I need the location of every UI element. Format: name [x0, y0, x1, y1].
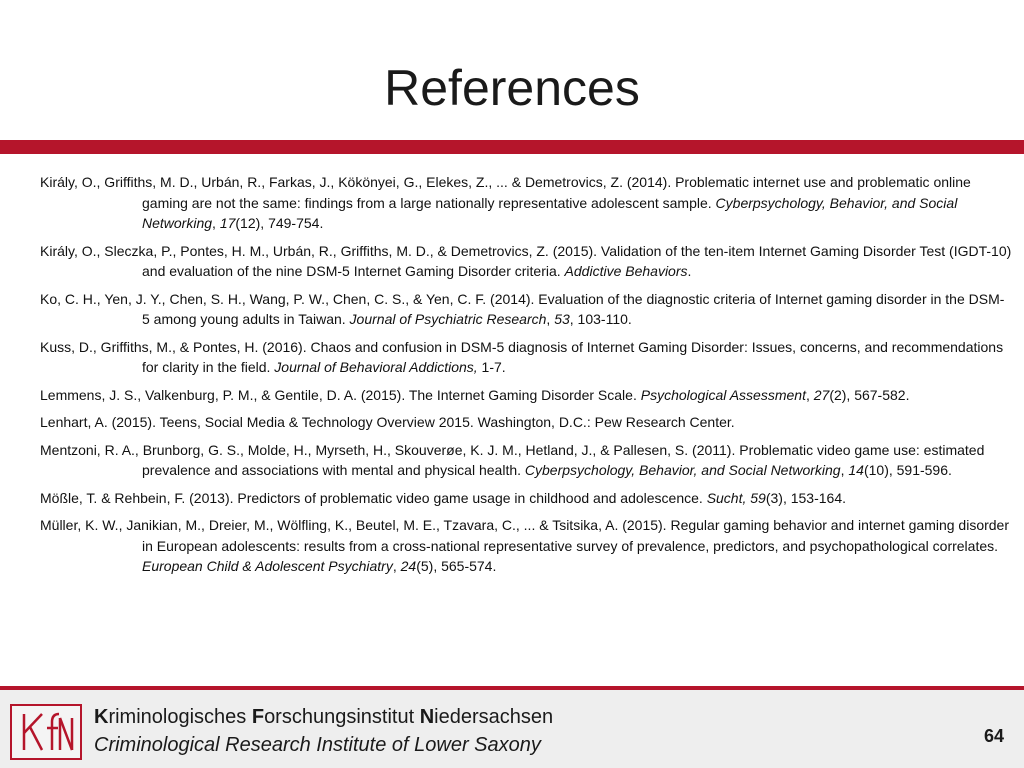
reference-text: Lenhart, A. (2015). Teens, Social Media & Technology Overview 2015. Washington, D.C.: Pew Research Center. — [40, 414, 735, 430]
reference-text: 1-7. — [477, 359, 506, 375]
reference-text: Kuss, D., Griffiths, M., & Pontes, H. (2016). Chaos and confusion in DSM-5 diagnosis of Internet Gaming Disorder: Issues, concerns, and recommendations for clarity in the field. — [40, 338, 1004, 375]
reference-text: (10), 591-596. — [863, 462, 952, 478]
reference-text: Király, O., Griffiths, M. D., Urbán, R., Farkas, J., Kökönyei, G., Elekes, Z., ... & Demetrovics, Z. (2014). Problematic internet use and problematic online gaming are not the same: findings from a large nationally representative adolescent sample. — [40, 174, 971, 211]
reference-text: (2), 567-582. — [829, 386, 910, 403]
reference-italic-text: Cyberpsychology, Behavior, and Social Networking — [142, 194, 958, 231]
reference-text: Mößle, T. & Rehbein, F. (2013). Predictors of problematic video game usage in childhood and adolescence. — [40, 489, 707, 506]
reference-text: (12), 749-754. — [235, 215, 324, 231]
institute-name-english: Criminological Research Institute of Lower Saxony — [94, 734, 541, 756]
reference-entry — [40, 488, 1012, 509]
reference-text: Müller, K. W., Janikian, M., Dreier, M., Wölfling, K., Beutel, M. E., Tzavara, C., ... & Tsitsika, A. (2015). Regular gaming behavior and internet gaming disorder in European adolescents: results from a cross-national representative survey of prevalence, predictors, and psychopathological correlates. — [40, 517, 1010, 554]
reference-italic-text: 17 — [219, 215, 236, 231]
institute-name-german — [94, 704, 553, 730]
reference-entry — [40, 172, 1012, 234]
reference-italic-text: 53 — [554, 311, 570, 327]
reference-italic-text: Journal of Psychiatric Research — [349, 311, 547, 327]
reference-text: , — [392, 558, 401, 574]
institute-name-part: orschungsinstitut — [264, 706, 420, 728]
institute-name-part: iedersachsen — [434, 706, 554, 728]
institute-name-part: F — [251, 706, 265, 728]
reference-entry — [40, 385, 1012, 406]
institute-name-part: N — [419, 706, 435, 728]
reference-text: (3), 153-164. — [765, 489, 847, 506]
reference-text: , — [805, 386, 814, 403]
reference-italic-text: Journal of Behavioral Addictions, — [274, 359, 478, 375]
page-number: 64 — [983, 726, 1004, 746]
institute-name-part: riminologisches — [108, 706, 252, 728]
reference-italic-text: 24 — [400, 558, 417, 574]
reference-text: (5), 565-574. — [416, 558, 497, 574]
reference-italic-text: 14 — [848, 462, 864, 478]
reference-text: Ko, C. H., Yen, J. Y., Chen, S. H., Wang, P. W., Chen, C. S., & Yen, C. F. (2014). Evaluation of the diagnostic criteria of Internet gaming disorder in the DSM-5 among young adults in Taiwan. — [40, 290, 1005, 327]
reference-italic-text: Psychological Assessment — [640, 386, 806, 403]
reference-text: Király, O., Sleczka, P., Pontes, H. M., Urbán, R., Griffiths, M. D., & Demetrovics, Z. (2015). Validation of the ten-item Internet Gaming Disorder Test (IGDT-10) and evaluation of the nine DSM-5 Internet Gaming Disorder criteria. — [40, 242, 1012, 279]
institute-name-part: K — [94, 706, 109, 728]
reference-text: . — [687, 263, 692, 279]
reference-list — [40, 172, 1012, 584]
reference-text: , — [546, 311, 555, 327]
page-title: References — [384, 60, 640, 116]
reference-entry — [40, 337, 1012, 378]
reference-italic-text: European Child & Adolescent Psychiatry — [142, 558, 393, 574]
reference-text: Mentzoni, R. A., Brunborg, G. S., Molde, H., Myrseth, H., Skouverøe, K. J. M., Hetland, J., & Pallesen, S. (2011). Problematic video game use: estimated prevalence and associations with mental and physical health. — [40, 441, 985, 478]
reference-entry — [40, 515, 1012, 577]
reference-italic-text: Sucht, 59 — [706, 489, 766, 506]
reference-entry — [40, 241, 1012, 282]
title-divider — [0, 140, 1024, 154]
reference-italic-text: Addictive Behaviors — [564, 263, 688, 279]
kfn-logo — [10, 704, 82, 760]
reference-text: , 103-110. — [569, 311, 632, 327]
reference-text: , — [840, 462, 849, 478]
reference-text: , — [212, 215, 220, 231]
reference-entry — [40, 412, 1012, 433]
reference-text: Lemmens, J. S., Valkenburg, P. M., & Gentile, D. A. (2015). The Internet Gaming Disorder Scale. — [40, 386, 641, 403]
reference-italic-text: Cyberpsychology, Behavior, and Social Networking — [524, 462, 841, 478]
reference-entry — [40, 440, 1012, 481]
reference-entry — [40, 289, 1012, 330]
reference-italic-text: 27 — [813, 386, 830, 403]
